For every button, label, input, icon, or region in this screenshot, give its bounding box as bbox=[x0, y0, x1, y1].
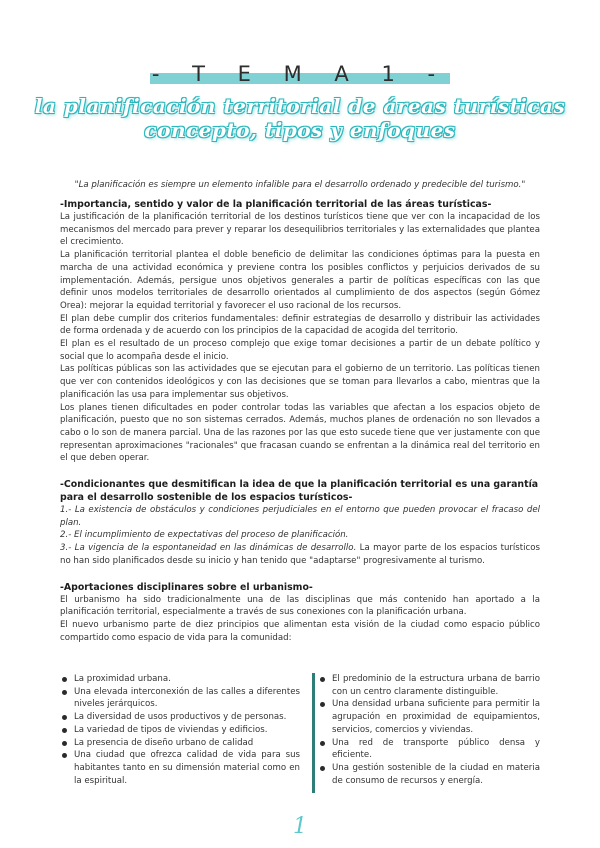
section2-item-1-text: 1.- La existencia de obstáculos y condiciones perjudiciales en el entorno que pueden provocar el fracaso del plan. bbox=[60, 505, 540, 528]
list-item bbox=[318, 762, 540, 787]
list-item-text: Una gestión sostenible de la ciudad en materia de consumo de recursos y energía. bbox=[332, 762, 540, 786]
section2-heading: -Condicionantes que desmitifican la idea de que la planificación territorial es una garantía para el desarrollo sostenible de los espacios turísticos- bbox=[60, 479, 539, 504]
list-item-text: El predominio de la estructura urbana de barrio con un centro claramente distinguible. bbox=[332, 674, 540, 697]
bullet-icon bbox=[62, 690, 67, 695]
list-item-text: Una elevada interconexión de las calles a diferentes niveles jerárquicos. bbox=[74, 686, 300, 710]
main-content bbox=[60, 198, 540, 644]
principles-list-left bbox=[60, 673, 300, 787]
list-item bbox=[318, 698, 540, 736]
section2-item-2 bbox=[60, 529, 540, 542]
bullet-icon bbox=[62, 753, 67, 758]
subtitle-line-1: la planificación territorial de áreas turísticas bbox=[34, 94, 566, 118]
bullet-icon bbox=[62, 741, 67, 746]
section1-paragraph: Las políticas públicas son las actividades que se ejecutan para el gobierno de un territorio. Las políticas tienen que ver con contenidos ideológicos y con las decisiones que se toman para llevarlos a cabo, mientras que la planificación las usa para implementar sus objetivos. bbox=[60, 364, 540, 400]
list-item bbox=[60, 724, 300, 737]
opening-quote: "La planificación es siempre un elemento infalible para el desarrollo ordenado y predecible del turismo." bbox=[74, 180, 526, 190]
bullet-icon bbox=[62, 677, 67, 682]
tema-title bbox=[0, 62, 600, 86]
list-item-text: Una densidad urbana suficiente para permitir la agrupación en proximidad de equipamientos, servicios, comercios y viviendas. bbox=[332, 699, 540, 735]
section2-item-2-text: 2.- El incumplimiento de expectativas del proceso de planificación. bbox=[60, 530, 349, 541]
tema-title-text: - T E M A 1 - bbox=[151, 62, 449, 86]
section1-paragraph: La planificación territorial plantea el doble beneficio de delimitar las condiciones óptimas para la puesta en marcha de una actividad económica y previene contra los posibles conflictos y perjuicios derivados de su implementación. Además, persigue unos objetivos generales a partir de políticas específicas con las que definir unos modelos territoriales de desarrollo orientados al cumplimiento de dos aspectos (según Gómez Orea): mejorar la equidad territorial y favorecer el uso racional de los recursos. bbox=[60, 250, 540, 311]
section1-paragraph: Los planes tienen dificultades en poder controlar todas las variables que afectan a los espacios objeto de planificación, puesto que no son sistemas cerrados. Además, muchos planes de ordenación no son llevados a cabo o lo son de manera parcial. Una de las razones por las que esto sucede tiene que ver justamente con que representan aproximaciones "racionales" que fracasan cuando se enfrentan a la dinámica real del territorio en el que deben operar. bbox=[60, 402, 540, 464]
bullet-icon bbox=[320, 702, 325, 707]
bullet-icon bbox=[62, 728, 67, 733]
bullet-icon bbox=[62, 715, 67, 720]
subtitle-line-2: concepto, tipos y enfoques bbox=[144, 118, 456, 142]
list-item bbox=[60, 673, 300, 686]
principles-columns bbox=[60, 673, 540, 793]
section2-item-1 bbox=[60, 504, 540, 529]
spacer bbox=[60, 465, 540, 478]
list-item bbox=[318, 673, 540, 698]
section3-paragraph: El nuevo urbanismo parte de diez principios que alimentan esta visión de la ciudad como espacio público compartido como espacio de vida para la comunidad: bbox=[60, 619, 540, 643]
section1-paragraph: El plan debe cumplir dos criterios fundamentales: definir estrategias de desarrollo y distribuir las actividades de forma ordenada y de acuerdo con los principios de la capacidad de acogida del territorio. bbox=[60, 313, 540, 337]
section2-item-3-rest: La mayor parte de los espacios turísticos no han sido planificados desde su inicio y han tenido que "adaptarse" progresivamente al turismo. bbox=[60, 543, 541, 566]
section3-paragraph: El urbanismo ha sido tradicionalmente una de las disciplinas que más contenido han aportado a la planificación territorial, especialmente a través de sus conexiones con la planificación urbana. bbox=[60, 594, 540, 618]
column-divider bbox=[312, 673, 315, 793]
bullet-icon bbox=[320, 766, 325, 771]
list-item bbox=[60, 686, 300, 711]
spacer bbox=[60, 568, 540, 581]
principles-list-right bbox=[318, 673, 540, 787]
section2-item-3-italic: 3.- La vigencia de la espontaneidad en las dinámicas de desarrollo. bbox=[60, 543, 357, 554]
section3-heading: -Aportaciones disciplinares sobre el urbanismo- bbox=[60, 581, 313, 593]
section1-paragraph: El plan es el resultado de un proceso complejo que exige tomar decisiones a partir de un debate político y social que lo acompaña desde el inicio. bbox=[60, 339, 540, 362]
list-item-text: Una red de transporte público densa y eficiente. bbox=[332, 737, 540, 761]
section1-heading: -Importancia, sentido y valor de la planificación territorial de las áreas turísticas- bbox=[60, 199, 492, 210]
list-item bbox=[60, 737, 300, 750]
bullet-icon bbox=[320, 677, 325, 682]
list-item bbox=[60, 711, 300, 724]
list-item bbox=[318, 737, 540, 762]
list-item bbox=[60, 749, 300, 787]
bullet-icon bbox=[320, 741, 325, 746]
section2-item-3 bbox=[60, 542, 540, 567]
list-item-text: Una ciudad que ofrezca calidad de vida para sus habitantes tanto en su dimensión material como en la espiritual. bbox=[74, 750, 300, 786]
list-item-text: La proximidad urbana. bbox=[74, 674, 171, 684]
page-number: 1 bbox=[293, 814, 307, 839]
list-item-text: La presencia de diseño urbano de calidad bbox=[74, 737, 254, 748]
section1-paragraph: La justificación de la planificación territorial de los destinos turísticos tiene que ver con la incapacidad de los mecanismos del mercado para prever y reparar los desequilibrios territoriales y las externalidades que plantea el crecimiento. bbox=[60, 212, 540, 248]
list-item-text: La diversidad de usos productivos y de personas. bbox=[74, 712, 287, 723]
list-item-text: La variedad de tipos de viviendas y edificios. bbox=[74, 724, 268, 735]
